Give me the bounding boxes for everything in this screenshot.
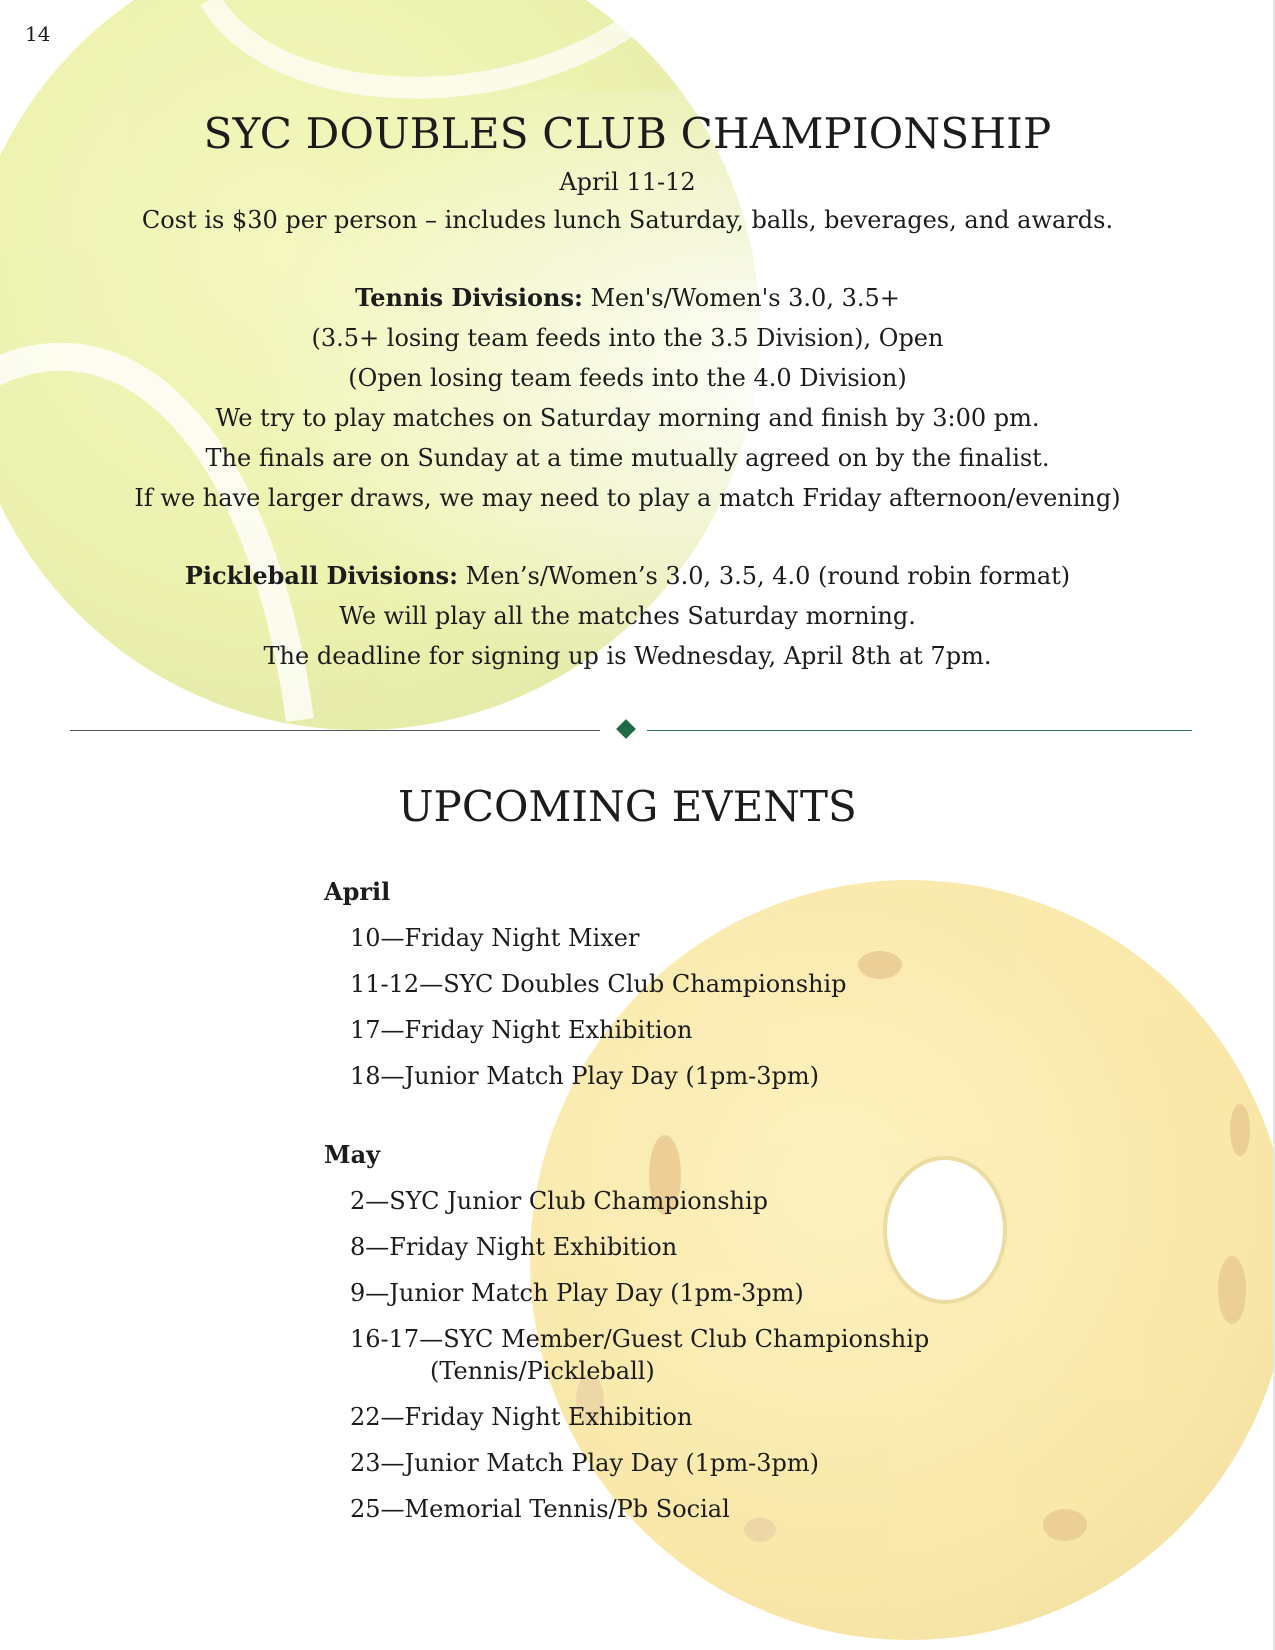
tennis-divisions-value: Men's/Women's 3.0, 3.5+: [582, 284, 900, 312]
tennis-divisions: [0, 278, 1255, 518]
event-item-continuation: (Tennis/Pickleball): [430, 1357, 655, 1385]
event-item: 2—SYC Junior Club Championship: [350, 1187, 769, 1215]
event-item: 25—Memorial Tennis/Pb Social: [350, 1495, 730, 1523]
pickleball-line: The deadline for signing up is Wednesday, April 8th at 7pm.: [263, 642, 992, 670]
tennis-divisions-label: Tennis Divisions:: [355, 283, 583, 312]
page-number: 14: [25, 22, 51, 46]
tennis-line: The finals are on Sunday at a time mutually agreed on by the finalist.: [205, 444, 1050, 472]
event-item: 23—Junior Match Play Day (1pm-3pm): [350, 1449, 820, 1477]
tennis-line: (Open losing team feeds into the 4.0 Division): [348, 364, 907, 392]
event-item: 9—Junior Match Play Day (1pm-3pm): [350, 1279, 804, 1307]
section-divider-right: [647, 730, 1192, 731]
tennis-line: (3.5+ losing team feeds into the 3.5 Division), Open: [311, 324, 944, 352]
pickleball-divisions-value: Men’s/Women’s 3.0, 3.5, 4.0 (round robin format): [458, 562, 1071, 590]
pickleball-line: We will play all the matches Saturday morning.: [339, 602, 916, 630]
event-item: 22—Friday Night Exhibition: [350, 1403, 693, 1431]
championship-cost: Cost is $30 per person – includes lunch Saturday, balls, beverages, and awards.: [141, 206, 1114, 234]
event-item: 18—Junior Match Play Day (1pm-3pm): [350, 1062, 820, 1090]
tennis-line: If we have larger draws, we may need to play a match Friday afternoon/evening): [134, 484, 1121, 512]
event-item: 10—Friday Night Mixer: [350, 924, 640, 952]
championship-date: April 11-12: [559, 168, 696, 196]
event-item: 11-12—SYC Doubles Club Championship: [350, 970, 847, 998]
events-april: [324, 876, 1024, 1092]
upcoming-events-title: UPCOMING EVENTS: [398, 782, 857, 831]
event-item-multiline: [350, 1323, 1050, 1387]
pickleball-divisions-heading: [0, 556, 1255, 596]
event-item: 17—Friday Night Exhibition: [350, 1016, 693, 1044]
event-item: 8—Friday Night Exhibition: [350, 1233, 678, 1261]
section-divider-left: [70, 730, 600, 731]
month-heading: May: [324, 1140, 381, 1169]
pickleball-divisions-label: Pickleball Divisions:: [184, 561, 459, 590]
tennis-line: We try to play matches on Saturday morning and finish by 3:00 pm.: [215, 404, 1040, 432]
pickleball-divisions: [0, 556, 1255, 676]
championship-title: SYC DOUBLES CLUB CHAMPIONSHIP: [203, 109, 1052, 158]
events-may: [324, 1139, 1024, 1525]
tennis-divisions-heading: [0, 278, 1255, 318]
event-item-text: 16-17—SYC Member/Guest Club Championship: [350, 1325, 930, 1353]
month-heading: April: [324, 877, 391, 906]
